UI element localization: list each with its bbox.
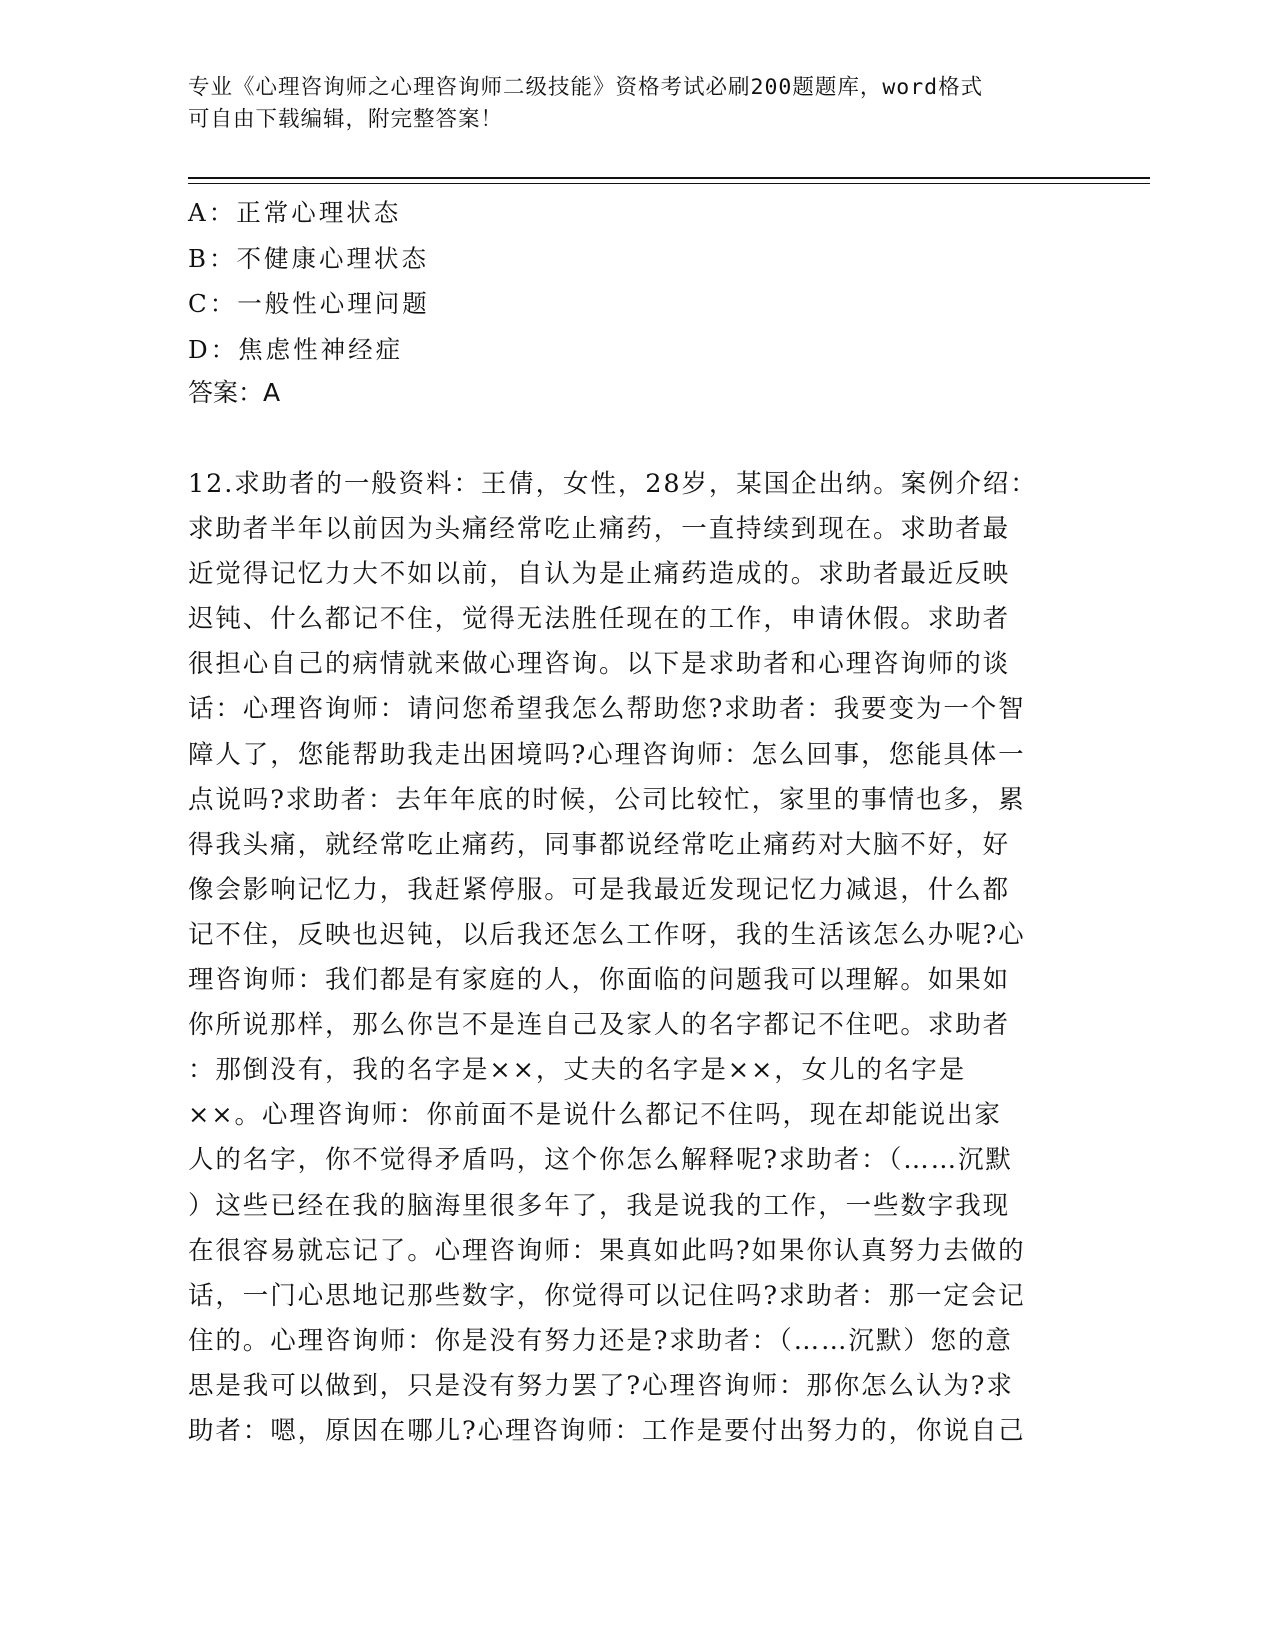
question-line: 迟钝、什么都记不住，觉得无法胜任现在的工作，申请休假。求助者 — [188, 604, 1011, 635]
question-line: 话，一门心思地记那些数字，你觉得可以记住吗?求助者：那一定会记 — [188, 1280, 1026, 1311]
document-header — [188, 72, 1068, 136]
question-line: 助者：嗯，原因在哪儿?心理咨询师：工作是要付出努力的，你说自己 — [188, 1415, 1026, 1446]
question-line: 障人了，您能帮助我走出困境吗?心理咨询师：怎么回事，您能具体一 — [188, 739, 1026, 770]
question-line: 求助者半年以前因为头痛经常吃止痛药，一直持续到现在。求助者最 — [188, 514, 1011, 545]
question-line: 在很容易就忘记了。心理咨询师：果真如此吗?如果你认真努力去做的 — [188, 1235, 1026, 1266]
question-line: 思是我可以做到，只是没有努力罢了?心理咨询师：那你怎么认为?求 — [188, 1370, 1014, 1401]
question-line: 你所说那样，那么你岂不是连自己及家人的名字都记不住吧。求助者 — [188, 1010, 1011, 1041]
question-line: 人的名字，你不觉得矛盾吗，这个你怎么解释呢?求助者：（……沉默 — [188, 1145, 1013, 1176]
question-line: 记不住，反映也迟钝，以后我还怎么工作呀，我的生活该怎么办呢?心 — [188, 919, 1026, 950]
option-a: A：正常心理状态 — [188, 198, 402, 227]
answer-options — [188, 190, 888, 372]
question-line: 住的。心理咨询师：你是没有努力还是?求助者：（……沉默）您的意 — [188, 1325, 1013, 1356]
question-line: 像会影响记忆力，我赶紧停服。可是我最近发现记忆力减退，什么都 — [188, 874, 1011, 905]
option-d: D：焦虑性神经症 — [188, 334, 404, 364]
header-divider-thin — [188, 183, 1150, 184]
header-divider-thick — [188, 177, 1150, 179]
question-line: 点说吗?求助者：去年年底的时候，公司比较忙，家里的事情也多，累 — [188, 784, 1026, 815]
option-b: B：不健康心理状态 — [188, 243, 430, 273]
question-line: 得我头痛，就经常吃止痛药，同事都说经常吃止痛药对大脑不好，好 — [188, 829, 1011, 860]
question-line: 话：心理咨询师：请问您希望我怎么帮助您?求助者：我要变为一个智 — [188, 694, 1026, 725]
question-line: ）这些已经在我的脑海里很多年了，我是说我的工作，一些数字我现 — [188, 1190, 1011, 1221]
question-line: ××。心理咨询师：你前面不是说什么都记不住吗，现在却能说出家 — [188, 1100, 1002, 1131]
option-c: C：一般性心理问题 — [188, 289, 430, 318]
question-line: ：那倒没有，我的名字是××，丈夫的名字是××，女儿的名字是 — [188, 1055, 967, 1086]
question-line: 近觉得记忆力大不如以前，自认为是止痛药造成的。求助者最近反映 — [188, 559, 1011, 590]
header-title-line-1: 专业《心理咨询师之心理咨询师二级技能》资格考试必刷200题题库，word格式 — [188, 75, 984, 100]
question-line: 很担心自己的病情就来做心理咨询。以下是求助者和心理咨询师的谈 — [188, 649, 1011, 680]
question-line: 理咨询师：我们都是有家庭的人，你面临的问题我可以理解。如果如 — [188, 965, 1011, 996]
header-title-line-2: 可自由下载编辑，附完整答案！ — [188, 107, 504, 132]
question-line: 12.求助者的一般资料：王倩，女性，28岁，某国企出纳。案例介绍： — [188, 469, 1038, 499]
question-12 — [188, 462, 1088, 1454]
answer-key: 答案：A — [188, 378, 281, 407]
